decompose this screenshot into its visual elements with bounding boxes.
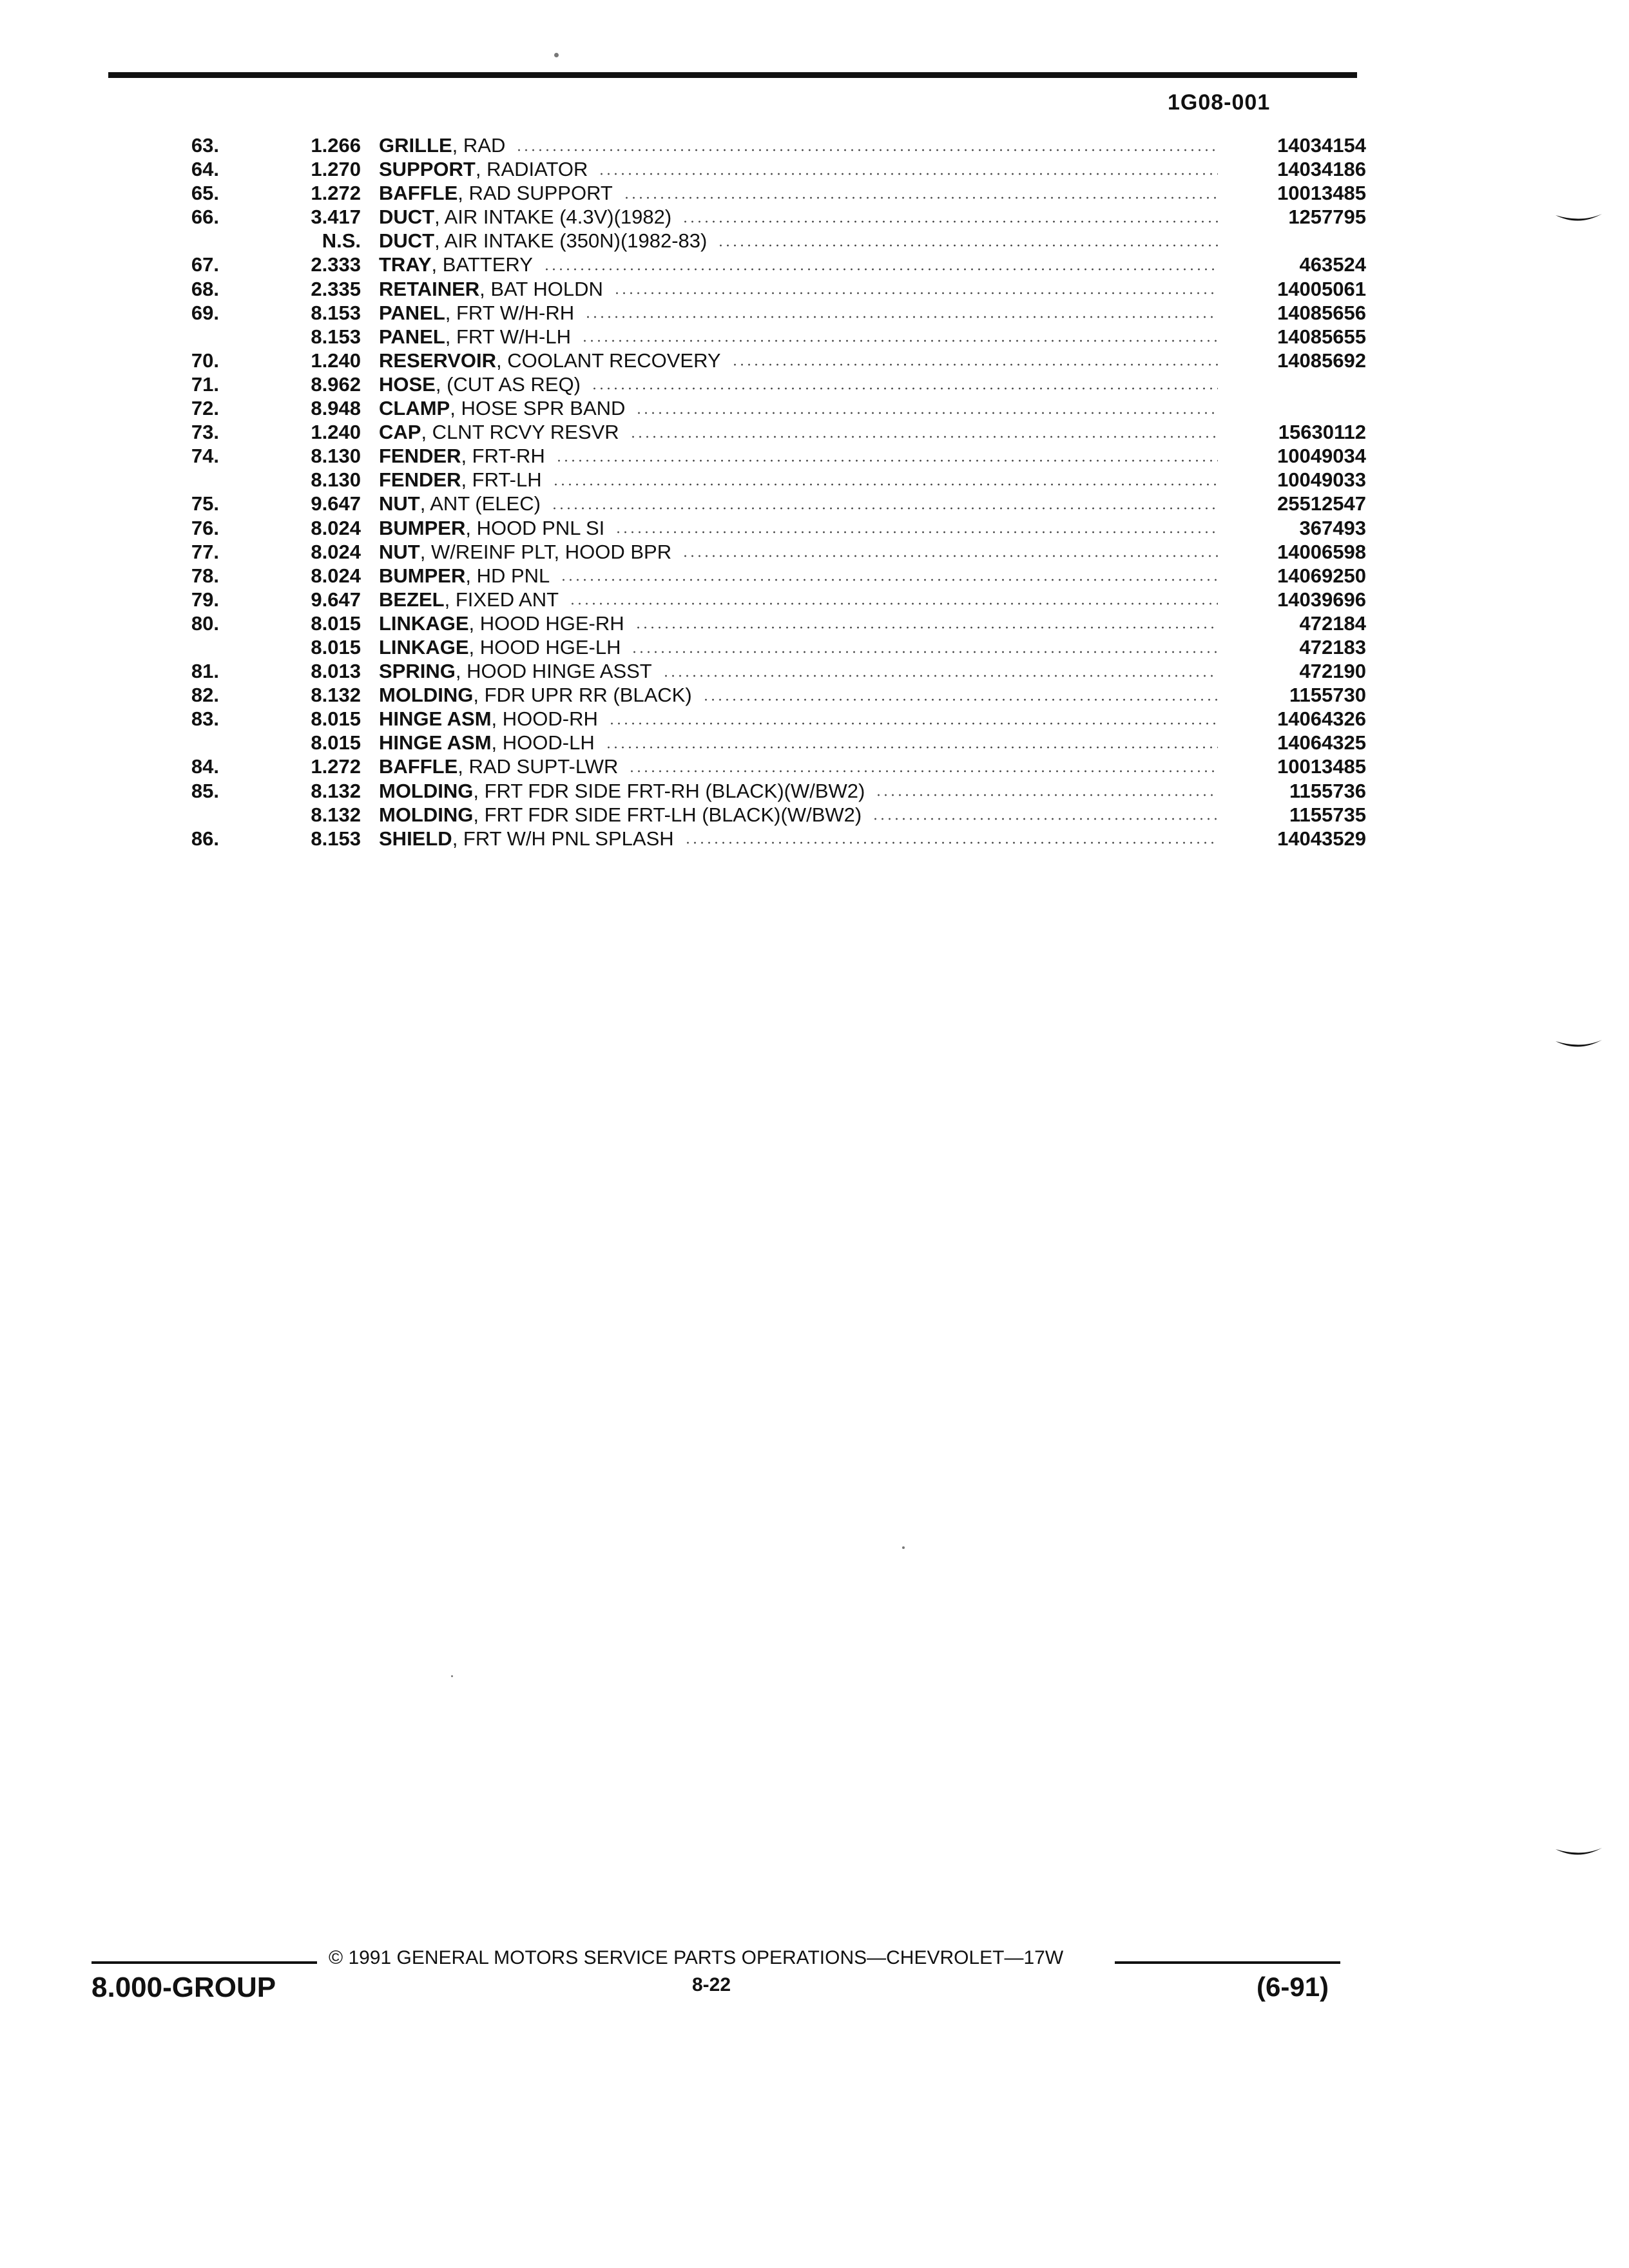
part-noun: CLAMP	[379, 397, 450, 420]
group-number: 8.153	[311, 325, 361, 348]
parts-row	[155, 684, 1366, 707]
group-number: 8.153	[311, 301, 361, 324]
parts-row	[155, 660, 1366, 684]
parts-row	[155, 373, 1366, 397]
part-modifier: , HOOD-RH	[491, 707, 598, 731]
group-number: 8.024	[311, 516, 361, 539]
group-number: 1.270	[311, 158, 361, 181]
dot-leader	[516, 149, 1218, 151]
parts-row	[155, 780, 1366, 803]
part-noun: BUMPER	[379, 564, 466, 587]
parts-row	[155, 182, 1366, 206]
dot-leader	[875, 794, 1218, 796]
part-number: 472183	[1299, 635, 1366, 658]
group-number: 1.240	[311, 421, 361, 444]
part-noun: SPRING	[379, 660, 456, 683]
ref-number: 77.	[191, 540, 219, 563]
part-noun: FENDER	[379, 468, 461, 492]
parts-row	[155, 541, 1366, 564]
ref-number: 79.	[191, 588, 219, 611]
part-modifier: , FRT W/H PNL SPLASH	[452, 827, 674, 850]
parts-row	[155, 636, 1366, 660]
part-modifier: , HD PNL	[465, 564, 550, 587]
ref-number: 67.	[191, 253, 219, 276]
part-description	[379, 349, 721, 372]
part-noun: DUCT	[379, 229, 435, 253]
binder-mark	[1553, 1039, 1605, 1053]
group-number: 8.153	[311, 827, 361, 850]
part-noun: CAP	[379, 421, 421, 444]
parts-row	[155, 421, 1366, 445]
part-number: 15630112	[1278, 421, 1366, 444]
part-number: 1155736	[1289, 779, 1366, 802]
part-number: 14034186	[1277, 158, 1366, 181]
part-modifier: , AIR INTAKE (4.3V)(1982)	[434, 206, 672, 229]
part-number: 14069250	[1277, 564, 1366, 587]
parts-row	[155, 134, 1366, 158]
part-modifier: , FRT FDR SIDE FRT-LH (BLACK)(W/BW2)	[473, 803, 862, 826]
binder-mark	[1553, 213, 1605, 227]
part-modifier: , FRT-RH	[461, 445, 545, 468]
ref-number: 64.	[191, 158, 219, 181]
part-number: 14085656	[1277, 301, 1366, 324]
scan-speck	[902, 1546, 905, 1549]
part-description	[379, 302, 574, 325]
group-number: 8.024	[311, 564, 361, 587]
ref-number: 63.	[191, 134, 219, 157]
part-modifier: , ANT (ELEC)	[419, 492, 541, 515]
dot-leader	[560, 579, 1218, 581]
scan-speck	[451, 1675, 453, 1677]
dot-leader	[581, 340, 1218, 342]
part-number: 463524	[1299, 253, 1366, 276]
group-number: 8.015	[311, 707, 361, 731]
dot-leader	[684, 841, 1218, 844]
part-noun: HOSE	[379, 372, 436, 396]
group-number: 8.130	[311, 468, 361, 492]
part-number: 14064325	[1277, 731, 1366, 754]
group-number: 9.647	[311, 588, 361, 611]
part-description	[379, 564, 550, 588]
group-number: 8.130	[311, 445, 361, 468]
part-description	[379, 612, 624, 635]
part-description	[379, 492, 541, 515]
part-noun: BEZEL	[379, 588, 445, 611]
parts-row	[155, 397, 1366, 421]
parts-row	[155, 229, 1366, 253]
dot-leader	[608, 722, 1218, 725]
part-description	[379, 636, 621, 659]
part-description	[379, 517, 604, 540]
dot-leader	[615, 531, 1218, 533]
scan-speck	[554, 53, 559, 57]
part-modifier: , CLNT RCVY RESVR	[421, 421, 619, 444]
group-number: 9.647	[311, 492, 361, 515]
part-description	[379, 158, 588, 181]
dot-leader	[598, 173, 1218, 175]
part-noun: SHIELD	[379, 827, 452, 850]
part-number: 14005061	[1277, 277, 1366, 300]
dot-leader	[591, 387, 1218, 390]
group-number: 8.948	[311, 397, 361, 420]
footer-copyright: © 1991 GENERAL MOTORS SERVICE PARTS OPERATIONS—CHEVROLET—17W	[329, 1947, 1064, 1968]
parts-row	[155, 827, 1366, 851]
group-number: 3.417	[311, 206, 361, 229]
part-description	[379, 588, 559, 611]
group-number: 1.272	[311, 755, 361, 778]
part-modifier: , RADIATOR	[475, 158, 588, 181]
parts-row	[155, 302, 1366, 325]
part-description	[379, 684, 692, 707]
footer-date: (6-91)	[1257, 1972, 1329, 2002]
part-description	[379, 278, 603, 301]
dot-leader	[682, 220, 1218, 223]
dot-leader	[662, 675, 1218, 677]
parts-row	[155, 492, 1366, 516]
parts-row	[155, 588, 1366, 612]
dot-leader	[605, 746, 1218, 749]
parts-row	[155, 755, 1366, 779]
part-noun: LINKAGE	[379, 611, 469, 635]
dot-leader	[555, 459, 1218, 462]
catalog-code: 1G08-001	[1168, 90, 1271, 115]
part-modifier: , FDR UPR RR (BLACK)	[473, 684, 692, 707]
part-noun: BAFFLE	[379, 755, 458, 778]
part-modifier: , RAD SUPPORT	[458, 182, 613, 205]
parts-row	[155, 468, 1366, 492]
part-number: 1257795	[1288, 206, 1366, 229]
dot-leader	[635, 412, 1218, 414]
part-number: 10049033	[1277, 468, 1366, 492]
ref-number: 83.	[191, 707, 219, 731]
part-description	[379, 660, 652, 683]
part-number: 14006598	[1277, 540, 1366, 563]
part-modifier: , HOOD HGE-RH	[468, 611, 624, 635]
part-number: 10013485	[1277, 182, 1366, 205]
parts-row	[155, 803, 1366, 827]
part-noun: LINKAGE	[379, 635, 469, 658]
part-number: 472184	[1299, 611, 1366, 635]
part-modifier: , HOOD PNL SI	[465, 516, 605, 539]
part-modifier: , BAT HOLDN	[479, 277, 603, 300]
dot-leader	[872, 818, 1218, 820]
part-number: 14034154	[1277, 134, 1366, 157]
part-noun: RESERVOIR	[379, 349, 497, 372]
ref-number: 80.	[191, 611, 219, 635]
dot-leader	[635, 626, 1218, 629]
parts-row	[155, 564, 1366, 588]
parts-row	[155, 206, 1366, 229]
part-description	[379, 182, 613, 205]
group-number: 2.333	[311, 253, 361, 276]
part-description	[379, 229, 707, 253]
part-noun: FENDER	[379, 445, 461, 468]
part-description	[379, 373, 581, 396]
part-description	[379, 541, 671, 564]
parts-row	[155, 325, 1366, 349]
part-description	[379, 468, 542, 492]
part-description	[379, 827, 674, 850]
part-number: 10049034	[1277, 445, 1366, 468]
part-modifier: , FRT-LH	[461, 468, 542, 492]
parts-row	[155, 612, 1366, 636]
footer-page-number: 8-22	[692, 1974, 731, 1995]
dot-leader	[702, 698, 1218, 701]
part-noun: HINGE ASM	[379, 707, 492, 731]
group-number: N.S.	[322, 229, 361, 253]
part-number: 1155730	[1289, 684, 1366, 707]
part-description	[379, 780, 865, 803]
group-number: 8.132	[311, 779, 361, 802]
part-number: 1155735	[1289, 803, 1366, 826]
part-modifier: , RAD	[452, 134, 506, 157]
dot-leader	[717, 244, 1218, 247]
dot-leader	[731, 363, 1218, 366]
ref-number: 69.	[191, 301, 219, 324]
parts-row	[155, 731, 1366, 755]
footer-rule-left	[92, 1961, 317, 1964]
part-modifier: , FRT W/H-LH	[445, 325, 571, 348]
part-modifier: , BATTERY	[431, 253, 533, 276]
part-noun: TRAY	[379, 253, 432, 276]
part-modifier: , AIR INTAKE (350N)(1982-83)	[434, 229, 708, 253]
parts-row	[155, 517, 1366, 541]
group-number: 8.015	[311, 731, 361, 754]
parts-row	[155, 253, 1366, 277]
part-description	[379, 755, 618, 778]
part-number: 14043529	[1277, 827, 1366, 850]
ref-number: 75.	[191, 492, 219, 515]
part-noun: MOLDING	[379, 684, 474, 707]
parts-row	[155, 278, 1366, 302]
part-description	[379, 325, 571, 349]
part-description	[379, 731, 595, 754]
parts-list	[155, 134, 1366, 851]
part-number: 14085692	[1277, 349, 1366, 372]
parts-row	[155, 445, 1366, 468]
dot-leader	[543, 268, 1218, 271]
group-number: 8.024	[311, 540, 361, 563]
part-noun: PANEL	[379, 325, 445, 348]
part-description	[379, 134, 505, 157]
ref-number: 72.	[191, 397, 219, 420]
part-noun: BAFFLE	[379, 182, 458, 205]
part-number: 14039696	[1277, 588, 1366, 611]
part-modifier: , HOOD HINGE ASST	[455, 660, 652, 683]
footer-group-label: 8.000-GROUP	[92, 1972, 276, 2003]
part-modifier: , HOOD HGE-LH	[468, 635, 621, 658]
part-noun: BUMPER	[379, 516, 466, 539]
group-number: 1.240	[311, 349, 361, 372]
group-number: 8.962	[311, 372, 361, 396]
top-rule	[108, 72, 1357, 78]
part-modifier: , RAD SUPT-LWR	[458, 755, 619, 778]
group-number: 2.335	[311, 277, 361, 300]
dot-leader	[682, 555, 1218, 557]
part-number: 367493	[1299, 516, 1366, 539]
part-noun: GRILLE	[379, 134, 452, 157]
group-number: 8.132	[311, 803, 361, 826]
part-noun: MOLDING	[379, 779, 474, 802]
part-description	[379, 421, 619, 444]
part-modifier: , COOLANT RECOVERY	[496, 349, 721, 372]
part-modifier: , HOSE SPR BAND	[450, 397, 626, 420]
parts-row	[155, 158, 1366, 182]
part-modifier: , W/REINF PLT, HOOD BPR	[419, 540, 672, 563]
part-description	[379, 206, 671, 229]
part-modifier: , (CUT AS REQ)	[435, 372, 581, 396]
group-number: 8.015	[311, 635, 361, 658]
part-noun: HINGE ASM	[379, 731, 492, 754]
part-description	[379, 397, 625, 420]
part-noun: MOLDING	[379, 803, 474, 826]
part-modifier: , FRT W/H-RH	[445, 301, 575, 324]
part-number: 472190	[1299, 660, 1366, 683]
dot-leader	[569, 602, 1218, 605]
dot-leader	[584, 316, 1218, 318]
binder-mark	[1553, 1847, 1605, 1861]
ref-number: 65.	[191, 182, 219, 205]
dot-leader	[551, 507, 1218, 510]
ref-number: 85.	[191, 779, 219, 802]
ref-number: 73.	[191, 421, 219, 444]
part-noun: NUT	[379, 492, 420, 515]
ref-number: 68.	[191, 277, 219, 300]
part-number: 25512547	[1277, 492, 1366, 515]
part-modifier: , FIXED ANT	[444, 588, 559, 611]
part-noun: NUT	[379, 540, 420, 563]
footer-rule-right	[1115, 1961, 1340, 1964]
ref-number: 84.	[191, 755, 219, 778]
ref-number: 81.	[191, 660, 219, 683]
group-number: 1.272	[311, 182, 361, 205]
dot-leader	[613, 292, 1218, 294]
parts-row	[155, 707, 1366, 731]
dot-leader	[552, 483, 1218, 486]
dot-leader	[631, 651, 1218, 653]
group-number: 8.015	[311, 611, 361, 635]
ref-number: 70.	[191, 349, 219, 372]
group-number: 8.132	[311, 684, 361, 707]
ref-number: 76.	[191, 516, 219, 539]
part-description	[379, 803, 862, 827]
part-noun: DUCT	[379, 206, 435, 229]
ref-number: 86.	[191, 827, 219, 850]
group-number: 8.013	[311, 660, 361, 683]
ref-number: 82.	[191, 684, 219, 707]
dot-leader	[623, 197, 1218, 199]
dot-leader	[628, 770, 1218, 773]
ref-number: 78.	[191, 564, 219, 587]
part-description	[379, 253, 533, 276]
part-description	[379, 445, 545, 468]
part-modifier: , HOOD-LH	[491, 731, 595, 754]
ref-number: 66.	[191, 206, 219, 229]
part-noun: SUPPORT	[379, 158, 476, 181]
group-number: 1.266	[311, 134, 361, 157]
part-noun: PANEL	[379, 301, 445, 324]
part-number: 14064326	[1277, 707, 1366, 731]
part-description	[379, 707, 598, 731]
part-noun: RETAINER	[379, 277, 480, 300]
parts-row	[155, 349, 1366, 373]
part-number: 10013485	[1277, 755, 1366, 778]
ref-number: 71.	[191, 372, 219, 396]
dot-leader	[630, 436, 1218, 438]
part-number: 14085655	[1277, 325, 1366, 348]
part-modifier: , FRT FDR SIDE FRT-RH (BLACK)(W/BW2)	[473, 779, 865, 802]
ref-number: 74.	[191, 445, 219, 468]
